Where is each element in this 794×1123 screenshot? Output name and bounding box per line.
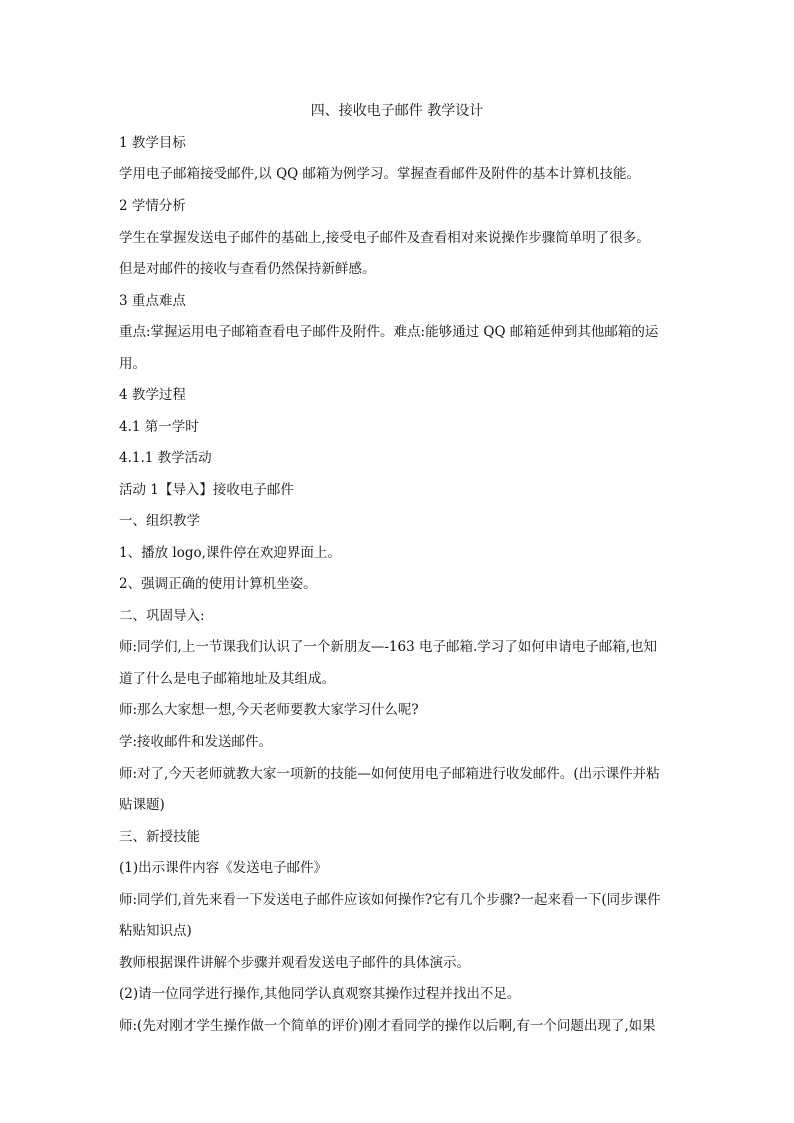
paragraph-line: 贴课题) bbox=[119, 797, 165, 813]
paragraph-line: 学用电子邮箱接受邮件,以 QQ 邮箱为例学习。掌握查看邮件及附件的基本计算机技能。 bbox=[119, 166, 641, 182]
paragraph-line: 师:那么大家想一想,今天老师要教大家学习什么呢? bbox=[119, 702, 419, 718]
list-item: 1、播放 logo,课件停在欢迎界面上。 bbox=[119, 545, 341, 561]
heading-process: 4 教学过程 bbox=[119, 387, 186, 403]
paragraph-line: 粘贴知识点) bbox=[119, 923, 192, 939]
paragraph-line: 师:同学们,首先来看一下发送电子邮件应该如何操作?它有几个步骤?一起来看一下(同步课件 bbox=[119, 892, 661, 908]
list-item: 2、强调正确的使用计算机坐姿。 bbox=[119, 576, 317, 592]
paragraph-line: 师:对了,今天老师就教大家一项新的技能—如何使用电子邮箱进行收发邮件。(出示课件并粘 bbox=[119, 766, 660, 782]
subheading-activities: 4.1.1 教学活动 bbox=[119, 450, 212, 466]
paragraph-line: 但是对邮件的接收与查看仍然保持新鲜感。 bbox=[119, 261, 376, 277]
paragraph-line: 道了什么是电子邮箱地址及其组成。 bbox=[119, 671, 335, 687]
subheading-first-period: 4.1 第一学时 bbox=[119, 419, 199, 435]
paragraph-line: 教师根据课件讲解个步骤并观看发送电子邮件的具体演示。 bbox=[119, 955, 470, 971]
heading-analysis: 2 学情分析 bbox=[119, 198, 186, 214]
document-title: 四、接收电子邮件 教学设计 bbox=[310, 103, 484, 119]
paragraph-line: 学生在掌握发送电子邮件的基础上,接受电子邮件及查看相对来说操作步骤简单明了很多。 bbox=[119, 230, 650, 246]
paragraph-line: (1)出示课件内容《发送电子邮件》 bbox=[119, 860, 328, 876]
heading-objectives: 1 教学目标 bbox=[119, 135, 186, 151]
heading-key-points: 3 重点难点 bbox=[119, 293, 186, 309]
paragraph-line: 重点:掌握运用电子邮箱查看电子邮件及附件。难点:能够通过 QQ 邮箱延伸到其他邮箱的运 bbox=[119, 324, 659, 340]
paragraph-line: 用。 bbox=[119, 356, 146, 372]
paragraph-line: 师:同学们,上一节课我们认识了一个新朋友—-163 电子邮箱.学习了如何申请电子邮箱,也知 bbox=[119, 639, 658, 655]
section-heading: 一、组织教学 bbox=[119, 513, 200, 529]
paragraph-line: 学:接收邮件和发送邮件。 bbox=[119, 734, 273, 750]
paragraph-line: 师:(先对刚才学生操作做一个简单的评价)刚才看同学的操作以后啊,有一个问题出现了,如果 bbox=[119, 1018, 656, 1034]
activity-heading: 活动 1【导入】接收电子邮件 bbox=[119, 482, 294, 498]
section-heading: 三、新授技能 bbox=[119, 829, 200, 845]
section-heading: 二、巩固导入: bbox=[119, 608, 205, 624]
paragraph-line: (2)请一位同学进行操作,其他同学认真观察其操作过程并找出不足。 bbox=[119, 986, 521, 1002]
